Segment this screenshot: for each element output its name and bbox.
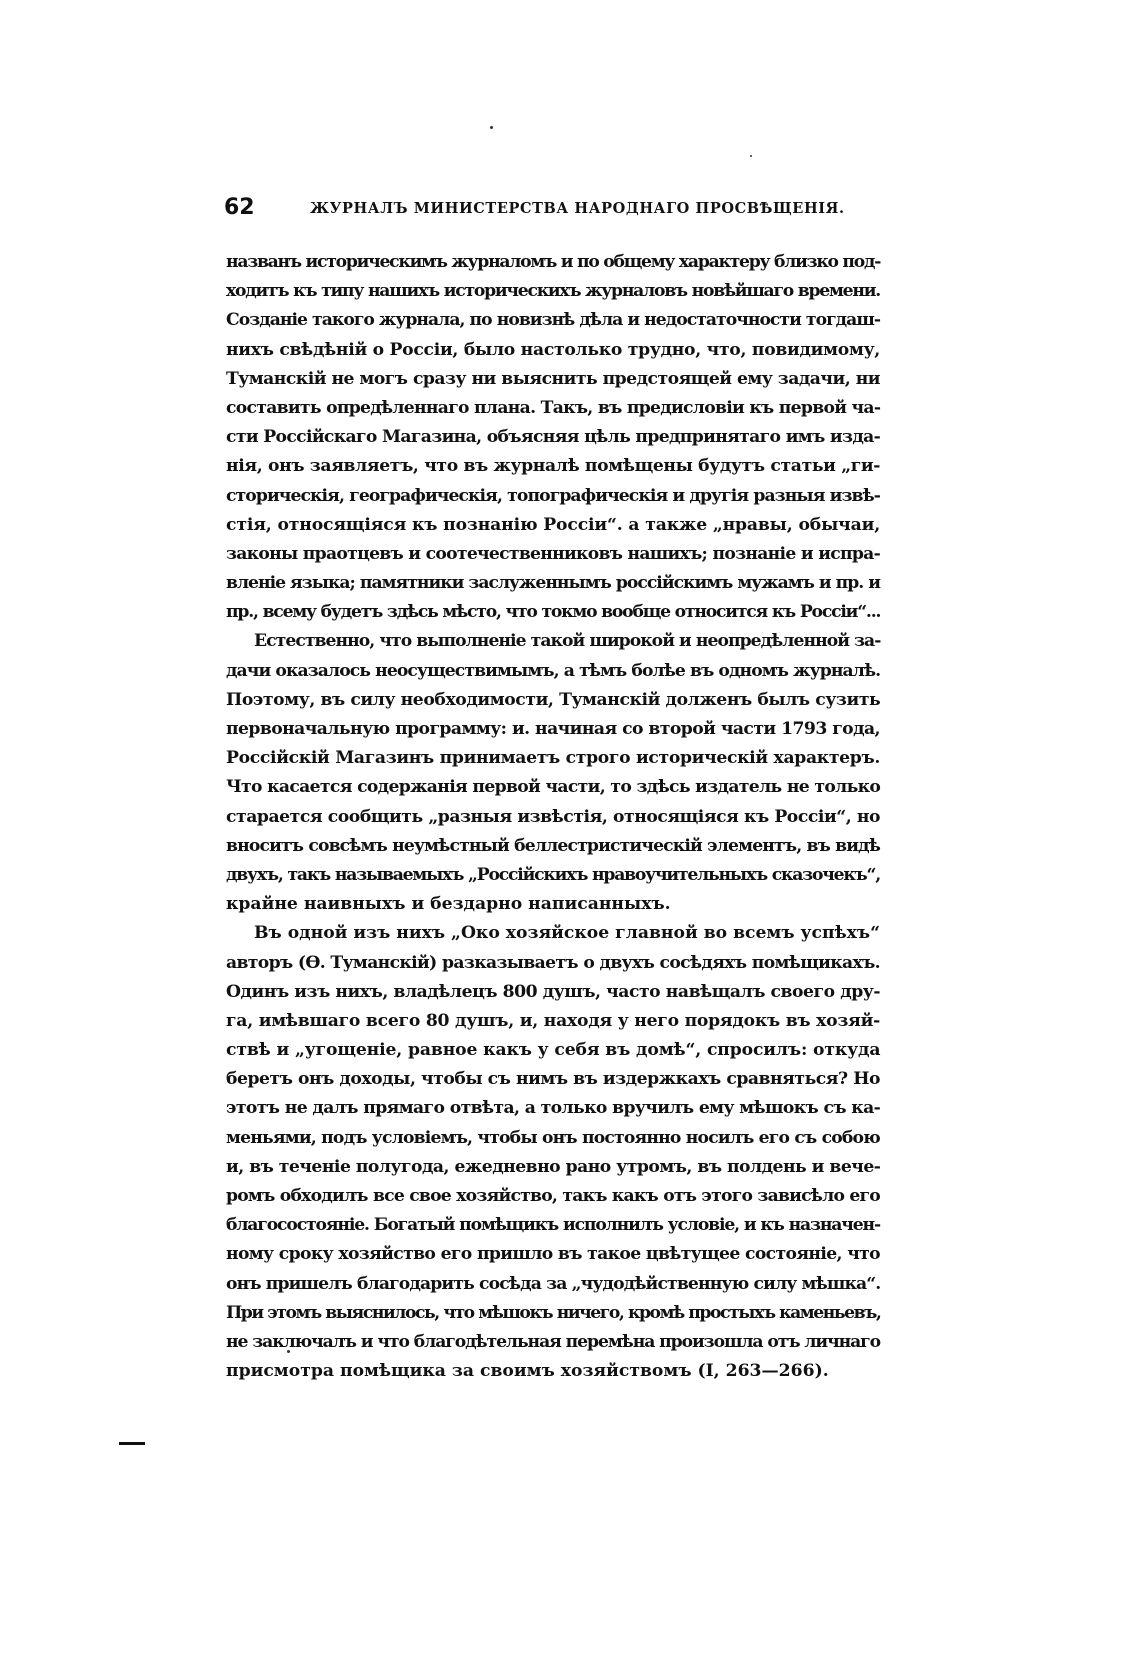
paragraph-2	[226, 627, 880, 919]
text-line: авторъ (Ѳ. Туманскій) разказываетъ о двухъ сосѣдяхъ помѣщикахъ.	[226, 952, 880, 973]
page-number: 62	[224, 195, 255, 220]
text-line: Въ одной изъ нихъ „Око хозяйское главной во всемъ успѣхъ“	[254, 923, 880, 944]
text-line: и, въ теченіе полугода, ежедневно рано утромъ, въ полдень и вече-	[226, 1156, 881, 1177]
text-line: ному сроку хозяйство его пришло въ такое цвѣтущее состояніе, что	[226, 1244, 880, 1265]
paragraph-1	[226, 248, 880, 627]
text-line: крайне наивныхъ и бездарно написанныхъ.	[226, 894, 671, 915]
text-line: Поэтому, въ силу необходимости, Туманскій долженъ былъ сузить	[226, 689, 881, 710]
text-line: Одинъ изъ нихъ, владѣлецъ 800 душъ, часто навѣщалъ своего дру-	[226, 981, 880, 1002]
text-line: Естественно, что выполненіе такой широкой и неопредѣленной за-	[254, 631, 881, 652]
text-line: При этомъ выяснилось, что мѣшокъ ничего, кромѣ простыхъ каменьевъ,	[226, 1302, 881, 1323]
text-line: Россійскій Магазинъ принимаетъ строго историческій характеръ.	[226, 748, 880, 769]
text-line: вноситъ совсѣмъ неумѣстный беллестристическій элементъ, въ видѣ	[226, 835, 880, 856]
text-line: вленіе языка; памятники заслуженнымъ россійскимъ мужамъ и пр. и	[226, 573, 880, 594]
running-head: ЖУРНАЛЪ МИНИСТЕРСТВА НАРОДНАГО ПРОСВѢЩЕНІЯ.	[310, 200, 845, 217]
text-line: названъ историческимъ журналомъ и по общему характеру близко под-	[226, 252, 881, 272]
text-line: беретъ онъ доходы, чтобы съ нимъ въ издержкахъ сравняться? Но	[226, 1069, 880, 1090]
text-line: ходитъ къ типу нашихъ историческихъ журналовъ новѣйшаго времени.	[226, 281, 880, 302]
text-line: нихъ свѣдѣній о Россіи, было настолько трудно, что, повидимому,	[226, 339, 880, 360]
text-line: пр., всему будетъ здѣсь мѣсто, что токмо вообще относится къ Россіи“...	[226, 602, 881, 623]
text-line: законы праотцевъ и соотечественниковъ нашихъ; познаніе и испра-	[226, 543, 880, 564]
text-line: не заключалъ и что благодѣтельная перемѣна произошла отъ личнаго	[226, 1331, 880, 1352]
print-speck	[750, 155, 752, 157]
text-line: этотъ не далъ прямаго отвѣта, а только вручилъ ему мѣшокъ съ ка-	[226, 1098, 881, 1119]
text-line: ствѣ и „угощеніе, равное какъ у себя въ домѣ“, спросилъ: откуда	[226, 1040, 881, 1061]
body-text	[226, 248, 880, 1386]
text-line: двухъ, такъ называемыхъ „Россійскихъ нравоучительныхъ сказочекъ“,	[226, 864, 880, 885]
text-line: ромъ обходилъ все свое хозяйство, такъ какъ отъ этого зависѣло его	[226, 1186, 880, 1206]
text-line: нія, онъ заявляетъ, что въ журналѣ помѣщены будутъ статьи „ги-	[226, 456, 881, 477]
text-line: га, имѣвшаго всего 80 душъ, и, находя у него порядокъ въ хозяй-	[226, 1010, 880, 1031]
text-line: присмотра помѣщика за своимъ хозяйствомъ (I, 263—266).	[226, 1361, 829, 1382]
text-line: благосостояніе. Богатый помѣщикъ исполнилъ условіе, и къ назначен-	[226, 1215, 880, 1236]
paragraph-3	[226, 919, 880, 1386]
text-line: Созданіе такого журнала, по новизнѣ дѣла и недостаточности тогдаш-	[226, 310, 880, 331]
text-line: составить опредѣленнаго плана. Такъ, въ предисловіи къ первой ча-	[226, 397, 881, 418]
text-line: старается сообщить „разныя извѣстія, относящіяся къ Россіи“, но	[226, 806, 880, 827]
text-line: первоначальную программу: и. начиная со второй части 1793 года,	[226, 719, 880, 739]
text-line: Что касается содержанія первой части, то здѣсь издатель не только	[226, 777, 881, 798]
page-header	[224, 194, 864, 228]
text-line: сторическія, географическія, топографическія и другія разныя извѣ-	[226, 485, 880, 506]
text-line: меньями, подъ условіемъ, чтобы онъ постоянно носилъ его съ собою	[226, 1127, 880, 1148]
print-speck	[490, 126, 493, 129]
text-line: онъ пришелъ благодарить сосѣда за „чудодѣйственную силу мѣшка“.	[226, 1273, 881, 1294]
text-line: дачи оказалось неосуществимымъ, а тѣмъ болѣе въ одномъ журналѣ.	[226, 660, 881, 681]
text-line: сти Россійскаго Магазина, объясняя цѣль предпринятаго имъ изда-	[226, 427, 881, 448]
text-line: стія, относящіяся къ познанію Россіи“. а также „нравы, обычаи,	[226, 514, 881, 535]
footer-rule	[119, 1442, 145, 1445]
text-line: Туманскій не могъ сразу ни выяснить предстоящей ему задачи, ни	[226, 368, 880, 389]
